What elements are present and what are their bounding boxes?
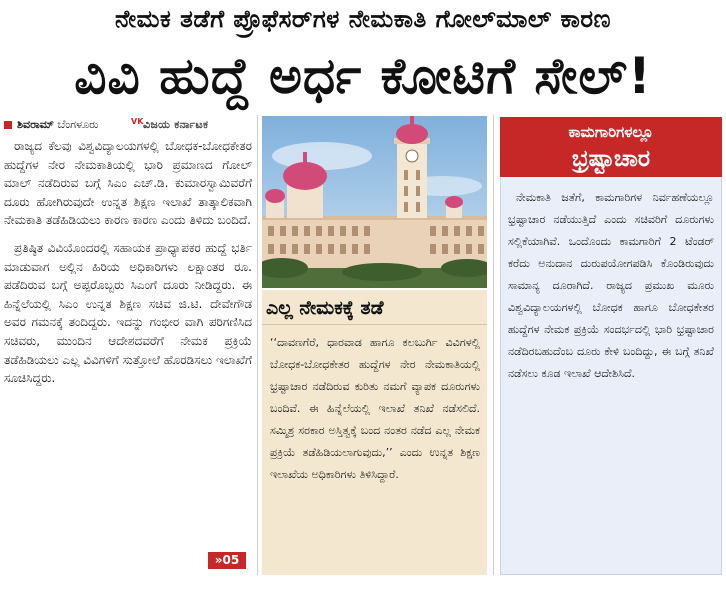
continued-page-tag: »05	[208, 552, 246, 569]
sidebar-right-title-line2: ಭ್ರಷ್ಟಾಚಾರ	[571, 146, 651, 172]
paper-logo-name: ವಿಜಯ ಕರ್ನಾಟಕ	[143, 118, 209, 131]
sidebar-right-header	[500, 117, 722, 177]
sidebar-center-body: ‘‘ದಾವಣಗೆರೆ, ಧಾರವಾಡ ಹಾಗೂ ಕಲಬುರ್ಗಿ ವಿವಿಗಳಲ್ಲಿ ಬೋಧಕ-ಬೋಧಕೇತರ ಹುದ್ದೆಗಳ ನೇರ ನೇಮಕಾತಿಯಲ್ಲಿ ಭ್ರಷ್ಟಾಚಾರ ನಡೆದಿರುವ ಕುರಿತು ನಮಗೆ ವ್ಯಾಪಕ ದೂರುಗಳು ಬಂದಿವೆ. ಈ ಹಿನ್ನೆಲೆಯಲ್ಲಿ ಇಲಾಖೆ ತನಿಖೆ ನಡೆಸಲಿದೆ. ಸಮ್ಮಿಶ್ರ ಸರಕಾರ ಅಸ್ತಿತ್ವಕ್ಕೆ ಬಂದ ನಂತರ ನಡೆದ ಎಲ್ಲ ನೇಮಕ ಪ್ರಕ್ರಿಯೆ ತಡೆಹಿಡಿಯಲಾಗುವುದು,’’ ಎಂದು ಉನ್ನತ ಶಿಕ್ಷಣ ಇಲಾಖೆಯ ಅಧಿಕಾರಿಗಳು ತಿಳಿಸಿದ್ದಾರೆ.	[270, 336, 480, 481]
sidebar-right-title-line1: ಕಾಮಗಾರಿಗಳಲ್ಲೂ	[568, 123, 654, 141]
paper-logo-mark: VK	[131, 117, 144, 126]
kicker: ನೇಮಕ ತಡೆಗೆ ಪ್ರೊಫೆಸರ್‌ಗಳ ನೇಮಕಾತಿ ಗೋಲ್‌ಮಾಲ್ ಕಾರಣ	[114, 5, 612, 33]
byline	[4, 117, 98, 133]
sidebar-right-paragraph: ನೇಮಕಾತಿ ಜತೆಗೆ, ಕಾಮಗಾರಿಗಳ ನಿರ್ವಹಣೆಯಲ್ಲೂ ಭ್ರಷ್ಟಾಚಾರ ನಡೆಯುತ್ತಿದೆ ಎಂದು ಸಚಿವರಿಗೆ ದೂರುಗಳು ಸಲ್ಲಿಕೆಯಾಗಿವೆ. ಒಂದೊಂದು ಕಾಮಗಾರಿಗೆ 2 ಟೆಂಡರ್ ಕರೆದು ಅನುದಾನ ದುರುಪಯೋಗಪಡಿಸಿ ಕೊಂಡಿರುವುದು ಸಾಮಾನ್ಯ ದೂರಾಗಿದೆ. ರಾಜ್ಯದ ಪ್ರಮುಖ ಮೂರು ವಿಶ್ವವಿದ್ಯಾಲಯಗಳಲ್ಲಿ ಬೋಧಕ ಹಾಗೂ ಬೋಧಕೇತರ ಹುದ್ದೆಗಳ ನೇಮಕ ಪ್ರಕ್ರಿಯೆ ಸಂದರ್ಭದಲ್ಲಿ ಭಾರಿ ಭ್ರಷ್ಟಾಚಾರ ನಡೆದಿರಬಹುದೆಂಬ ದೂರು ಕೇಳಿ ಬಂದಿದ್ದು, ಈ ಬಗ್ಗೆ ತನಿಖೆ ನಡೆಸಲು ಕೂಡ ಇಲಾಖೆ ಆದೇಶಿಸಿದೆ.	[508, 191, 714, 380]
byline-place: ಬೆಂಗಳೂರು	[57, 118, 99, 131]
paper-logo	[131, 117, 251, 131]
headline: ವಿವಿ ಹುದ್ದೆ ಅರ್ಧ ಕೋಟಿಗೆ ಸೇಲ್!	[74, 47, 652, 105]
university-building-photo	[262, 116, 487, 288]
sidebar-center-rule	[262, 324, 487, 325]
column-divider	[257, 115, 258, 575]
column-divider	[493, 115, 494, 575]
article-body	[4, 137, 252, 397]
university-building-illustration	[262, 116, 487, 288]
article-paragraph: ರಾಜ್ಯದ ಕೆಲವು ವಿಶ್ವವಿದ್ಯಾಲಯಗಳಲ್ಲಿ ಬೋಧಕ-ಬೋಧಕೇತರ ಹುದ್ದೆಗಳ ನೇರ ನೇಮಕಾತಿಯಲ್ಲಿ ಭಾರಿ ಪ್ರಮಾಣದ ಗೋಲ್ ಮಾಲ್ ನಡೆದಿರುವ ಬಗ್ಗೆ ಸಿಎಂ ಎಚ್.ಡಿ. ಕುಮಾರಸ್ವಾಮಿವರೆಗೆ ದೂರು ಹೋಗಿರುವುದೇ ಉನ್ನತ ಶಿಕ್ಷಣ ಇಲಾಖೆ ತಾತ್ಕಾಲಿಕವಾಗಿ ನೇಮಕಾತಿ ತಡೆಹಿಡಿಯಲು ಕಾರಣ ಕಾರಣ ಎಂದು ತಿಳಿದು ಬಂದಿದೆ.	[4, 139, 252, 228]
byline-square-icon	[4, 121, 12, 129]
sidebar-center-title: ಎಲ್ಲ ನೇಮಕಕ್ಕೆ ತಡೆ	[266, 297, 384, 319]
article-paragraph: ಪ್ರತಿಷ್ಠಿತ ವಿವಿಯೊಂದರಲ್ಲಿ ಸಹಾಯಕ ಪ್ರಾಧ್ಯಾಪಕರ ಹುದ್ದೆ ಭರ್ತಿ ಮಾಡುವಾಗ ಅಲ್ಲಿನ ಹಿರಿಯ ಅಧಿಕಾರಿಗಳು ಲಕ್ಷಾಂತರ ರೂ. ಪಡೆದಿರುವ ಬಗ್ಗೆ ಅಪ್ಪರೊಬ್ಬರು ಸಿಎಂಗೆ ದೂರು ನೀಡಿದ್ದರು. ಈ ಹಿನ್ನೆಲೆಯಲ್ಲಿ ಸಿಎಂ ಉನ್ನತ ಶಿಕ್ಷಣ ಸಚಿವ ಜಿ.ಟಿ. ದೇವೇಗೌಡ ಅವರ ಗಮನಕ್ಕೆ ತಂದಿದ್ದರು. ಇದನ್ನು ಗಂಭೀರ ವಾಗಿ ಪರಿಗಣಿಸಿದ ಸಚಿವರು, ಮುಂದಿನ ಆದೇಶದವರೆಗೆ ನೇಮಕ ಪ್ರಕ್ರಿಯೆ ತಡೆಹಿಡಿಯಲು ಎಲ್ಲ ವಿವಿಗಳಿಗೆ ಸುತ್ತೋಲೆ ಹೊರಡಿಸಲು ಇಲಾಖೆಗೆ ಸೂಚಿಸಿದ್ದರು.	[4, 240, 252, 386]
byline-name: ಶಿವರಾಮ್	[17, 118, 54, 131]
sidebar-right-body	[508, 187, 714, 385]
